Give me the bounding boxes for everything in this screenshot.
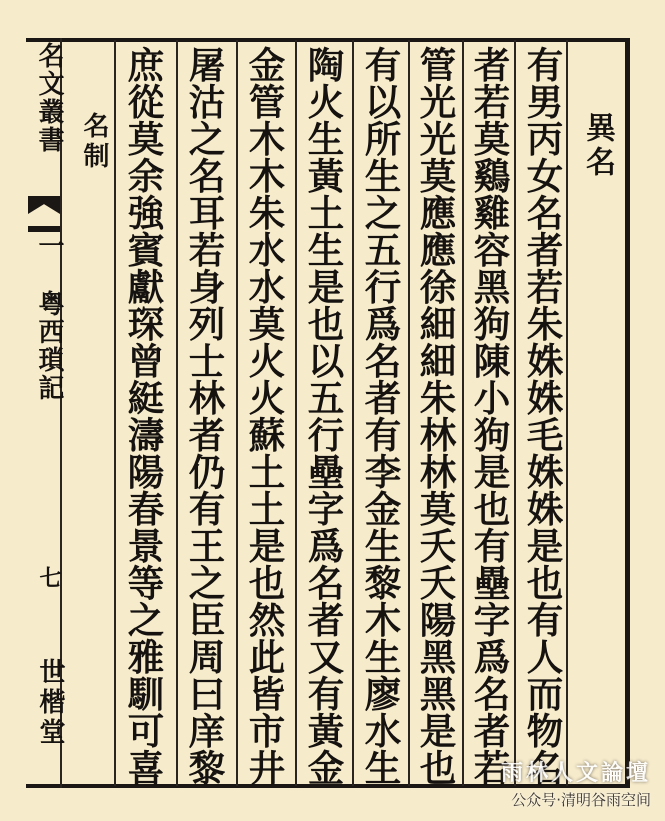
book-title: 名文叢書 bbox=[34, 42, 64, 154]
text-column-6: 金管木木朱水水莫火火蘇土土是也然此皆市井 bbox=[243, 46, 286, 786]
watermark bbox=[501, 756, 651, 810]
column-rule bbox=[408, 40, 410, 786]
text-column-1: 有男丙女名者若朱姝姝毛姝姝是也有人而物名 bbox=[521, 46, 564, 786]
chapter-number: 一 bbox=[34, 232, 64, 260]
section-heading: 異名 bbox=[580, 112, 615, 180]
column-rule bbox=[295, 40, 297, 786]
page-number: 七 bbox=[36, 566, 62, 588]
text-column-2: 者若莫鷄雞容黑狗陳小狗是也有壘字爲名者若 bbox=[468, 46, 511, 786]
column-rule bbox=[462, 40, 464, 786]
publisher-name: 世楷堂 bbox=[35, 658, 65, 748]
text-column-7: 屠沽之名耳若身列士林者仍有王之臣周曰庠黎 bbox=[183, 46, 226, 786]
watermark-account: 公众号·清明谷雨空间 bbox=[511, 791, 651, 809]
column-rule bbox=[236, 40, 238, 786]
column-rule bbox=[566, 40, 568, 786]
text-column-4: 有以所生之五行爲名者有李金生黎木生廖水生 bbox=[359, 46, 402, 786]
watermark-title: 雨林人文論壇 bbox=[500, 761, 651, 786]
text-column-8: 庶從莫余強賓獻琛曾綎濤陽春景等之雅馴可喜 bbox=[122, 46, 165, 786]
column-rule bbox=[176, 40, 178, 786]
sub-title: 粤西瑣記 bbox=[34, 290, 64, 402]
text-column-3: 管光光莫應應徐細細朱林林莫夭夭陽黑黑是也 bbox=[414, 46, 457, 786]
column-rule bbox=[514, 40, 516, 786]
next-section-heading: 名制 bbox=[79, 112, 109, 172]
column-rule bbox=[352, 40, 354, 786]
text-column-5: 陶火生黃土生是也以五行壘字爲名者又有黃金 bbox=[302, 46, 345, 786]
column-rule bbox=[114, 40, 116, 786]
